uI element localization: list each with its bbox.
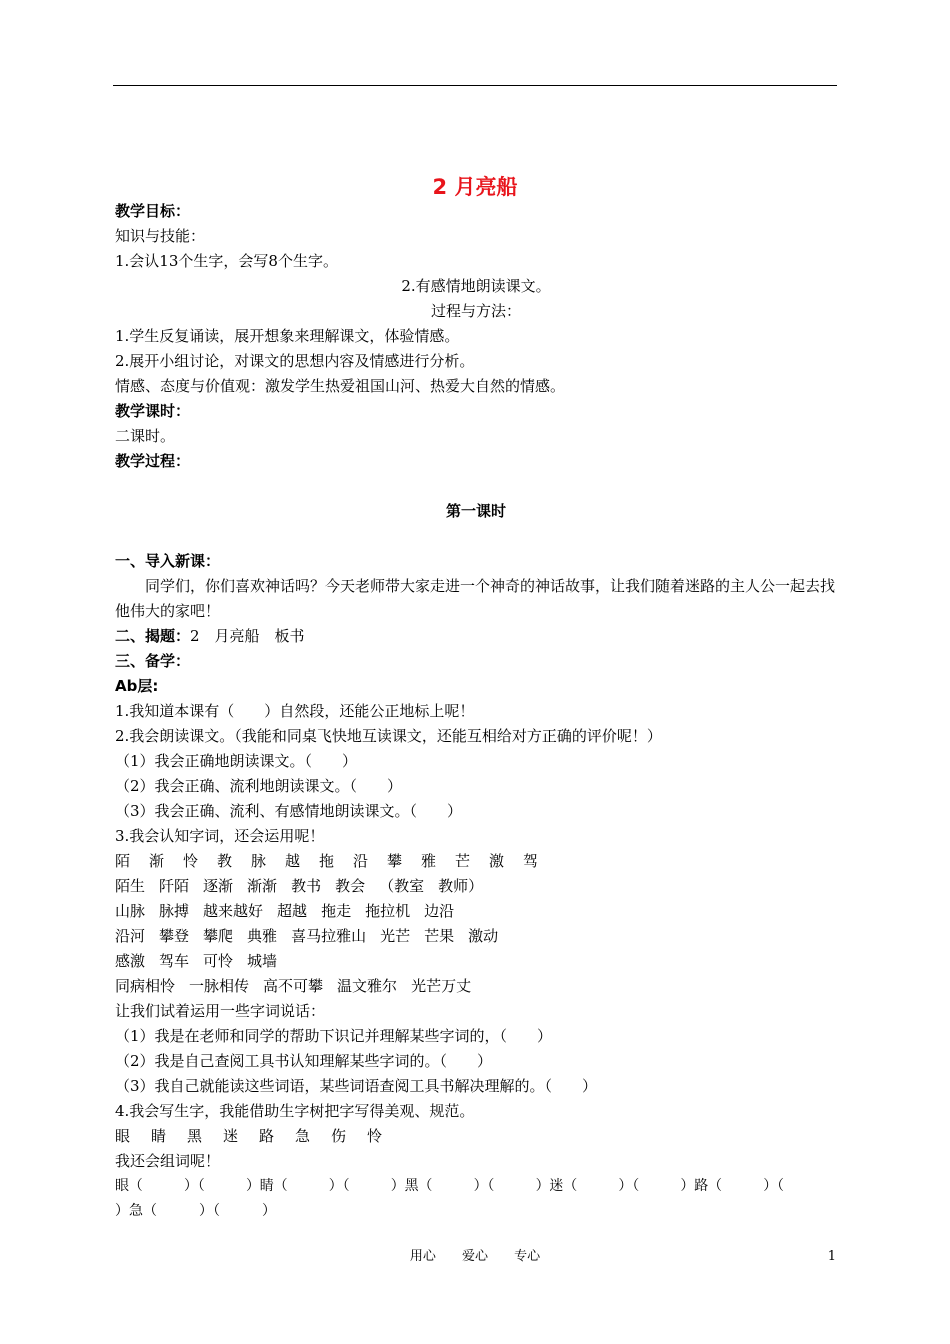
hours-heading: 教学课时： [115,402,191,420]
word: 越来越好 [203,902,264,920]
char: 伤 [331,1127,347,1145]
knowledge-label: 知识与技能： [115,227,206,245]
word: 可怜 [203,952,234,970]
word: 光芒 [380,927,411,945]
goal-heading: 教学目标： [115,202,191,220]
header-rule [113,85,837,86]
question-1: 1.我知道本课有（ ）自然段，还能公正地标上呢！ [115,702,475,720]
process-label: 过程与方法： [430,302,521,320]
process-heading: 教学过程： [115,452,191,470]
word: （教室 [379,877,425,895]
try-item-2: （2）我是自己查阅工具书认知理解某些字词的。（ ） [115,1052,493,1070]
word: 教书 [291,877,322,895]
word: 教会 [335,877,366,895]
word: 陌生 [115,877,146,895]
word: 边沿 [424,902,455,920]
word: 逐渐 [203,877,234,895]
char: 越 [285,852,301,870]
word-row-3 [115,924,837,949]
char-list-1 [115,849,837,874]
word-row-5 [115,974,837,999]
knowledge-item-1: 1.会认13个生字，会写8个生字。 [115,252,338,270]
question-2-b: （2）我会正确、流利地朗读课文。（ ） [115,777,403,795]
char: 渐 [149,852,165,870]
process-item-1: 1.学生反复诵读，展开想象来理解课文，体验情感。 [115,327,460,345]
char: 沿 [353,852,369,870]
word: 脉搏 [159,902,190,920]
section-1-text: 同学们，你们喜欢神话吗？今天老师带大家走进一个神奇的神话故事，让我们随着迷路的主人公一起去找他伟大的家吧！ [115,577,836,620]
word: 渐渐 [247,877,278,895]
process-item-2: 2.展开小组讨论，对课文的思想内容及情感进行分析。 [115,352,475,370]
try-item-1: （1）我是在老师和同学的帮助下识记并理解某些字词的，（ ） [115,1027,553,1045]
word: 城墙 [247,952,278,970]
char: 陌 [115,852,131,870]
document-body [115,199,837,1224]
char: 激 [489,852,505,870]
word: 芒果 [424,927,455,945]
char: 眼 [115,1127,131,1145]
char: 急 [295,1127,311,1145]
section-2-heading: 二、揭题： [115,627,191,645]
page-title: 2 月亮船 [432,175,518,199]
word: 阡陌 [159,877,190,895]
word-row-2 [115,899,837,924]
question-3: 3.我会认知字词，还会运用呢！ [115,827,325,845]
char: 拖 [319,852,335,870]
footer-motto: 用心 爱心 专心 [409,1249,541,1264]
word: 感激 [115,952,146,970]
word-row-4 [115,949,837,974]
word: 一脉相传 [189,977,250,995]
fill-line-2: ）急（ ）（ ） [115,1203,276,1219]
word: 超越 [277,902,308,920]
char: 怜 [183,852,199,870]
word: 高不可攀 [263,977,324,995]
char-list-2 [115,1124,837,1149]
page-number: 1 [827,1249,836,1264]
word: 光芒万丈 [411,977,472,995]
word: 拖拉机 [365,902,411,920]
word: 攀爬 [203,927,234,945]
page-footer [0,1246,950,1268]
char: 教 [217,852,233,870]
word: 驾车 [159,952,190,970]
word-row-1 [115,874,837,899]
char: 怜 [367,1127,383,1145]
char: 迷 [223,1127,239,1145]
ab-level: Ab层: [115,677,159,695]
question-2-a: （1）我会正确地朗读课文。（ ） [115,752,358,770]
word: 激动 [468,927,499,945]
char: 黑 [187,1127,203,1145]
word: 喜马拉雅山 [291,927,367,945]
char: 路 [259,1127,275,1145]
knowledge-item-2: 2.有感情地朗读课文。 [401,277,551,295]
word: 沿河 [115,927,146,945]
compose-prompt: 我还会组词呢！ [115,1152,221,1170]
word: 山脉 [115,902,146,920]
emotion-goal: 情感、态度与价值观：激发学生热爱祖国山河、热爱大自然的情感。 [115,377,566,395]
word: 攀登 [159,927,190,945]
try-item-3: （3）我自己就能读这些词语，某些词语查阅工具书解决理解的。（ ） [115,1077,598,1095]
lesson-heading: 第一课时 [445,502,506,520]
section-2-line [115,624,837,649]
question-2: 2.我会朗读课文。（我能和同桌飞快地互读课文，还能互相给对方正确的评价呢！） [115,727,662,745]
word: 典雅 [247,927,278,945]
word: 拖走 [321,902,352,920]
word: 同病相怜 [115,977,176,995]
char: 攀 [387,852,403,870]
section-3-heading: 三、备学： [115,652,191,670]
word: 教师） [438,877,484,895]
fill-line-1: 眼（ ）（ ）睛（ ）（ ）黑（ ）（ ）迷（ ）（ ）路（ ）（ [115,1178,784,1194]
section-2-text: 2 月亮船 板书 [190,627,305,645]
word: 温文雅尔 [337,977,398,995]
char: 睛 [151,1127,167,1145]
char: 脉 [251,852,267,870]
hours-text: 二课时。 [115,427,176,445]
char: 雅 [421,852,437,870]
char: 驾 [523,852,539,870]
question-4: 4.我会写生字，我能借助生字树把字写得美观、规范。 [115,1102,475,1120]
question-2-c: （3）我会正确、流利、有感情地朗读课文。（ ） [115,802,463,820]
char: 芒 [455,852,471,870]
try-prompt: 让我们试着运用一些字词说话： [115,1002,326,1020]
section-1-heading: 一、导入新课： [115,552,221,570]
